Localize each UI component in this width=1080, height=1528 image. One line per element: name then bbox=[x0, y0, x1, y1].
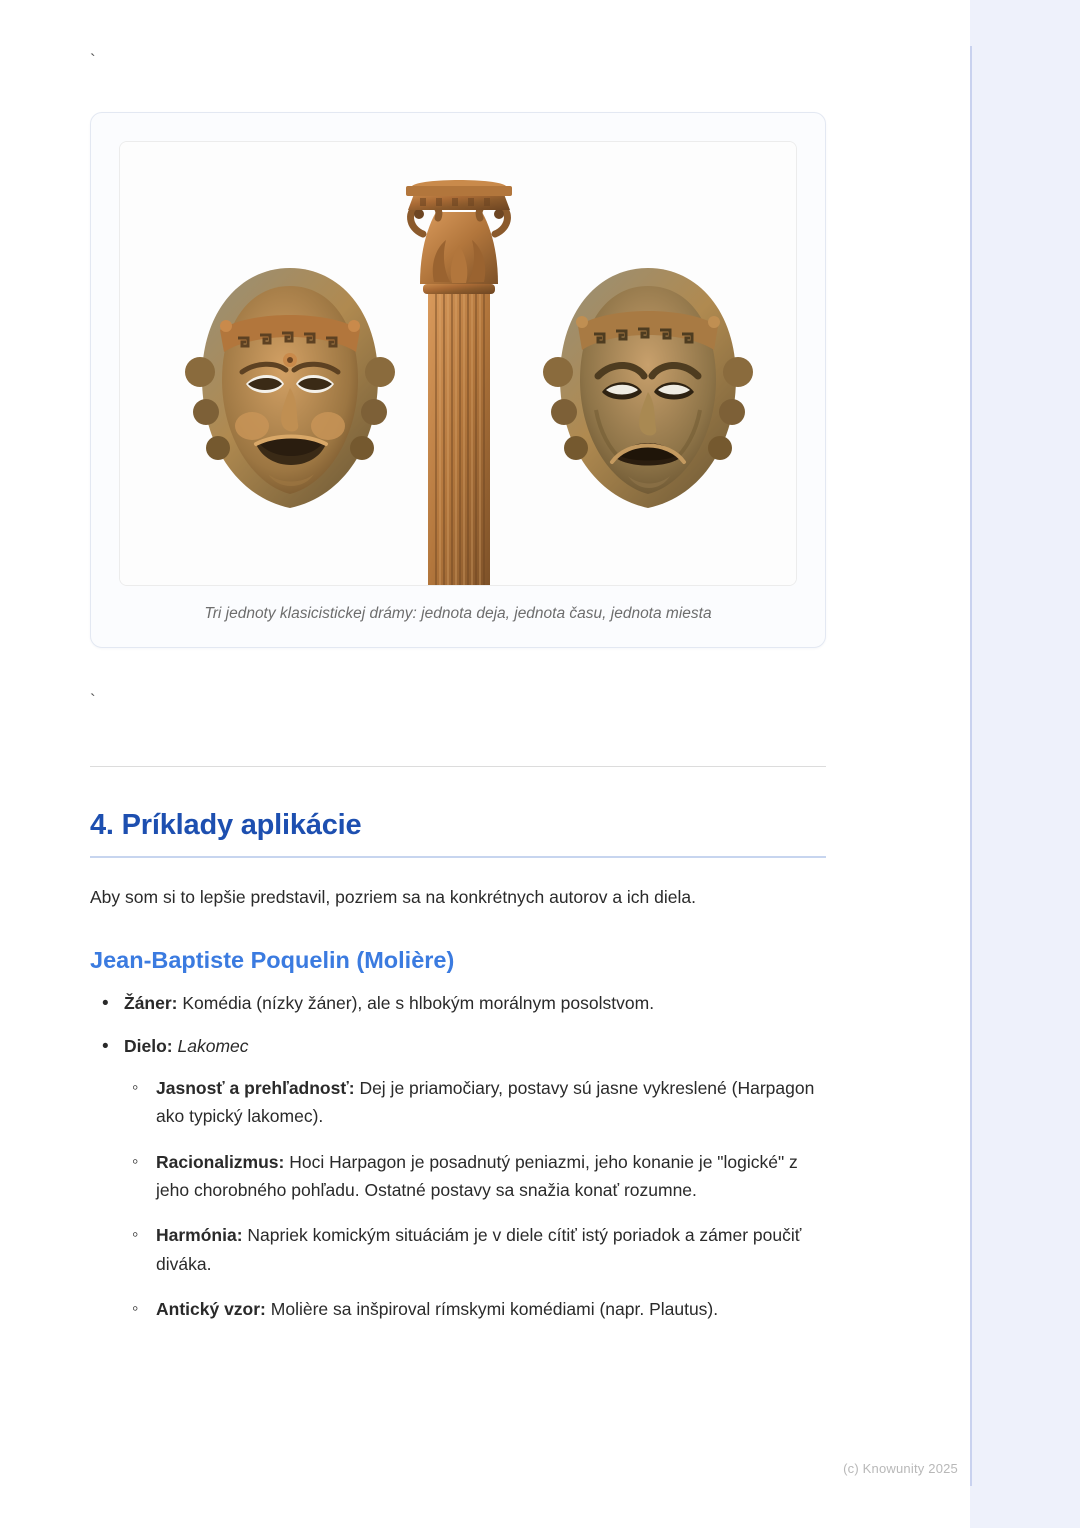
list-item bbox=[124, 1221, 826, 1278]
author-detail-list bbox=[90, 990, 826, 1324]
theatre-masks-illustration bbox=[120, 142, 796, 585]
list-item-label: Racionalizmus: bbox=[156, 1151, 285, 1172]
figure-caption: Tri jednoty klasicistickej drámy: jednota deja, jednota času, jednota miesta bbox=[204, 605, 712, 622]
title-underline bbox=[90, 856, 826, 858]
scrollbar-track-line bbox=[970, 46, 972, 1486]
list-item-label: Antický vzor: bbox=[156, 1299, 266, 1320]
list-item-text: Hoci Harpagon je posadnutý peniazmi, jeho konanie je "logické" z jeho chorobného pohľadu. Ostatné postavy sa snažia konať rozumne. bbox=[156, 1151, 798, 1201]
list-item-label: Harmónia: bbox=[156, 1225, 243, 1246]
stray-backtick-top: ` bbox=[90, 51, 96, 70]
figure-card bbox=[90, 112, 826, 648]
section-divider bbox=[90, 766, 826, 767]
list-item bbox=[124, 1295, 826, 1323]
list-item-label: Dielo: bbox=[124, 1035, 173, 1056]
list-item bbox=[90, 1033, 826, 1324]
list-item-text: Dej je priamočiary, postavy sú jasne vykreslené (Harpagon ako typický lakomec). bbox=[156, 1078, 815, 1127]
author-heading: Jean-Baptiste Poquelin (Molière) bbox=[90, 946, 455, 973]
list-item-label: Jasnosť a prehľadnosť: bbox=[156, 1078, 355, 1099]
document-content bbox=[90, 0, 826, 1339]
list-item-work-title: Lakomec bbox=[177, 1035, 249, 1056]
page-title: 4. Príklady aplikácie bbox=[90, 808, 362, 841]
watermark: (c) Knowunity 2025 bbox=[843, 1461, 958, 1476]
list-item-text: Komédia (nízky žáner), ale s hlbokým morálnym posolstvom. bbox=[182, 992, 655, 1013]
list-item bbox=[124, 1148, 826, 1205]
list-item-text: Napriek komickým situáciám je v diele cítiť istý poriadok a zámer poučiť diváka. bbox=[156, 1225, 802, 1274]
list-item bbox=[90, 990, 826, 1017]
list-item-text: Molière sa inšpiroval rímskymi komédiami (napr. Plautus). bbox=[270, 1299, 719, 1320]
work-feature-list bbox=[124, 1074, 826, 1323]
stray-backtick-bottom: ` bbox=[90, 690, 96, 710]
figure-image bbox=[119, 141, 797, 586]
section-intro-paragraph: Aby som si to lepšie predstavil, pozriem sa na konkrétnych autorov a ich diela. bbox=[90, 886, 696, 907]
list-item bbox=[124, 1074, 826, 1131]
scrollbar[interactable] bbox=[970, 0, 1080, 1528]
list-item-label: Žáner: bbox=[124, 992, 178, 1013]
